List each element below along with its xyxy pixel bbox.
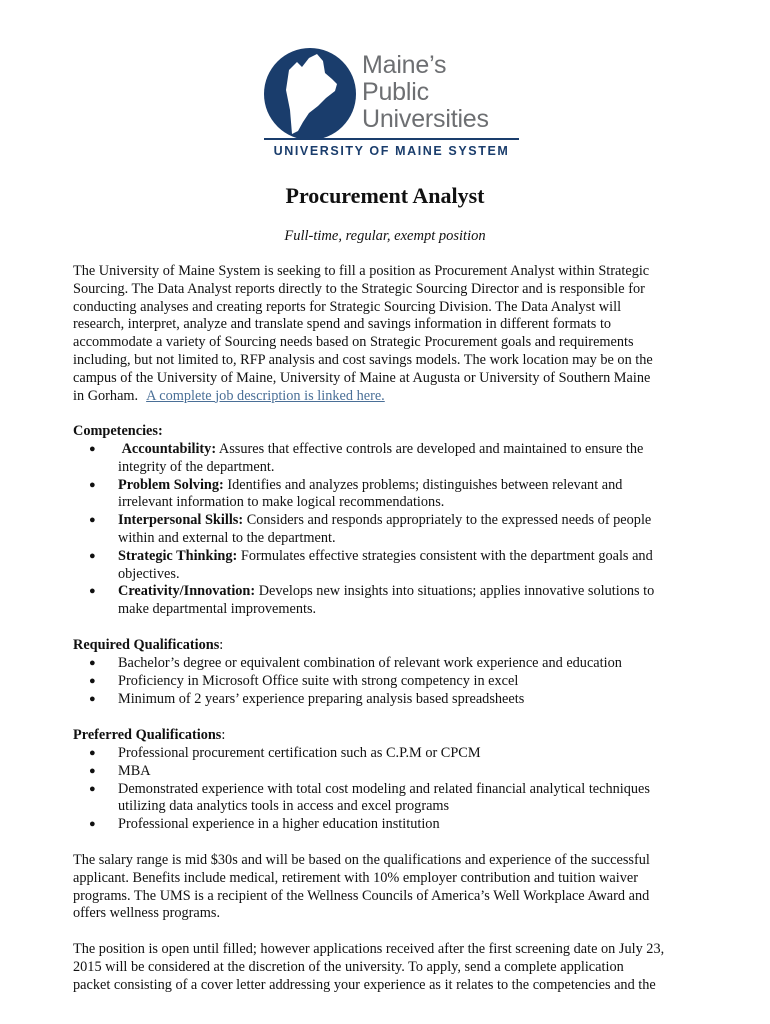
- list-item: ● Bachelor’s degree or equivalent combination of relevant work experience and education: [89, 655, 622, 671]
- salary-line: The salary range is mid $30s and will be based on the qualifications and experience of the successful: [73, 852, 650, 868]
- list-item: ● Minimum of 2 years’ experience preparing analysis based spreadsheets: [89, 690, 525, 707]
- bullet-icon: ●: [89, 692, 96, 705]
- bullet-icon: ●: [89, 549, 96, 562]
- maine-state-map-icon: [262, 46, 362, 142]
- bullet-icon: ●: [89, 585, 96, 598]
- salary-line: offers wellness programs.: [73, 905, 221, 922]
- logo-divider: [264, 138, 519, 140]
- intro-paragraph: [73, 263, 705, 405]
- page-title: Procurement Analyst: [285, 183, 485, 208]
- bullet-icon: ●: [89, 818, 96, 831]
- list-item: ● Problem Solving: Identifies and analyzes problems; distinguishes between relevant and irrelevant information to make logical recommendations.: [89, 476, 623, 511]
- bullet-icon: ●: [89, 747, 96, 759]
- logo-wordmark: [362, 52, 489, 133]
- preferred-qualifications-heading: Preferred Qualifications:: [73, 727, 226, 743]
- application-line: 2015 will be considered at the discretion of the university. To apply, send a complete application: [73, 958, 624, 975]
- application-paragraph: [73, 941, 705, 994]
- list-item: ● Creativity/Innovation: Develops new insights into situations; applies innovative solutions to make departmental improvements.: [89, 583, 655, 618]
- intro-line: research, interpret, analyze and translate spend and savings information in different formats to: [73, 316, 612, 333]
- logo-line-1: Maine’s: [362, 51, 447, 79]
- bullet-icon: ●: [89, 764, 96, 777]
- bullet-icon: ●: [89, 674, 96, 687]
- list-item: ● Demonstrated experience with total cost modeling and related financial analytical techniques utilizing data analytics tools in access and excel programs: [89, 780, 650, 815]
- list-item: ● Proficiency in Microsoft Office suite with strong competency in excel: [89, 672, 519, 689]
- application-line: The position is open until filled; however applications received after the first screening date on July 23,: [73, 941, 665, 957]
- required-qualifications-list: [73, 655, 713, 708]
- intro-line: including, but not limited to, RFP analysis and cost savings models. The work location may be on the: [73, 351, 653, 368]
- logo-line-2: Public: [362, 78, 429, 106]
- intro-line: conducting analyses and creating reports for Strategic Sourcing Division. The Data Analyst will: [73, 298, 622, 315]
- maine-universities-logo: [262, 46, 522, 162]
- competencies-heading: Competencies:: [73, 423, 163, 439]
- salary-line: programs. The UMS is a recipient of the Wellness Councils of America’s Well Workplace Award and: [73, 887, 650, 904]
- intro-line: The University of Maine System is seeking to fill a position as Procurement Analyst within Strategic: [73, 263, 650, 279]
- job-description-link[interactable]: A complete job description is linked here.: [146, 387, 385, 404]
- intro-line: accommodate a variety of Sourcing needs based on Strategic Procurement goals and requirements: [73, 334, 634, 351]
- list-item: ● Strategic Thinking: Formulates effective strategies consistent with the department goals and objectives.: [89, 547, 653, 582]
- logo-system-name: UNIVERSITY OF MAINE SYSTEM: [273, 144, 510, 158]
- bullet-icon: ●: [89, 443, 96, 455]
- logo-line-3: Universities: [362, 105, 489, 133]
- bullet-icon: ●: [89, 514, 96, 527]
- bullet-icon: ●: [89, 478, 96, 491]
- list-item: ● Interpersonal Skills: Considers and responds appropriately to the expressed needs of people within and external to the department.: [89, 512, 652, 546]
- preferred-qualifications-list: [73, 745, 713, 834]
- bullet-icon: ●: [89, 657, 96, 669]
- salary-line: applicant. Benefits include medical, retirement with 10% employer contribution and tuition waiver: [73, 869, 638, 886]
- list-item: ● Professional experience in a higher education institution: [89, 816, 440, 833]
- intro-line: Sourcing. The Data Analyst reports directly to the Strategic Sourcing Director and is responsible for: [73, 280, 645, 297]
- intro-last-line: in Gorham.: [73, 387, 139, 404]
- intro-line: campus of the University of Maine, University of Maine at Augusta or University of Southern Maine: [73, 369, 651, 386]
- list-item: ● MBA: [89, 762, 151, 779]
- competencies-list: [73, 441, 713, 619]
- intro-line: [73, 388, 705, 406]
- bullet-icon: ●: [89, 782, 96, 795]
- required-qualifications-heading: Required Qualifications:: [73, 637, 224, 653]
- list-item: ● Professional procurement certification such as C.P.M or CPCM: [89, 745, 481, 761]
- list-item: ● Accountability: Assures that effective controls are developed and maintained to ensure the integrity of the department.: [89, 441, 644, 475]
- application-line: packet consisting of a cover letter addressing your experience as it relates to the competencies and the: [73, 976, 656, 993]
- page-subtitle: Full-time, regular, exempt position: [284, 228, 486, 244]
- salary-paragraph: [73, 852, 705, 923]
